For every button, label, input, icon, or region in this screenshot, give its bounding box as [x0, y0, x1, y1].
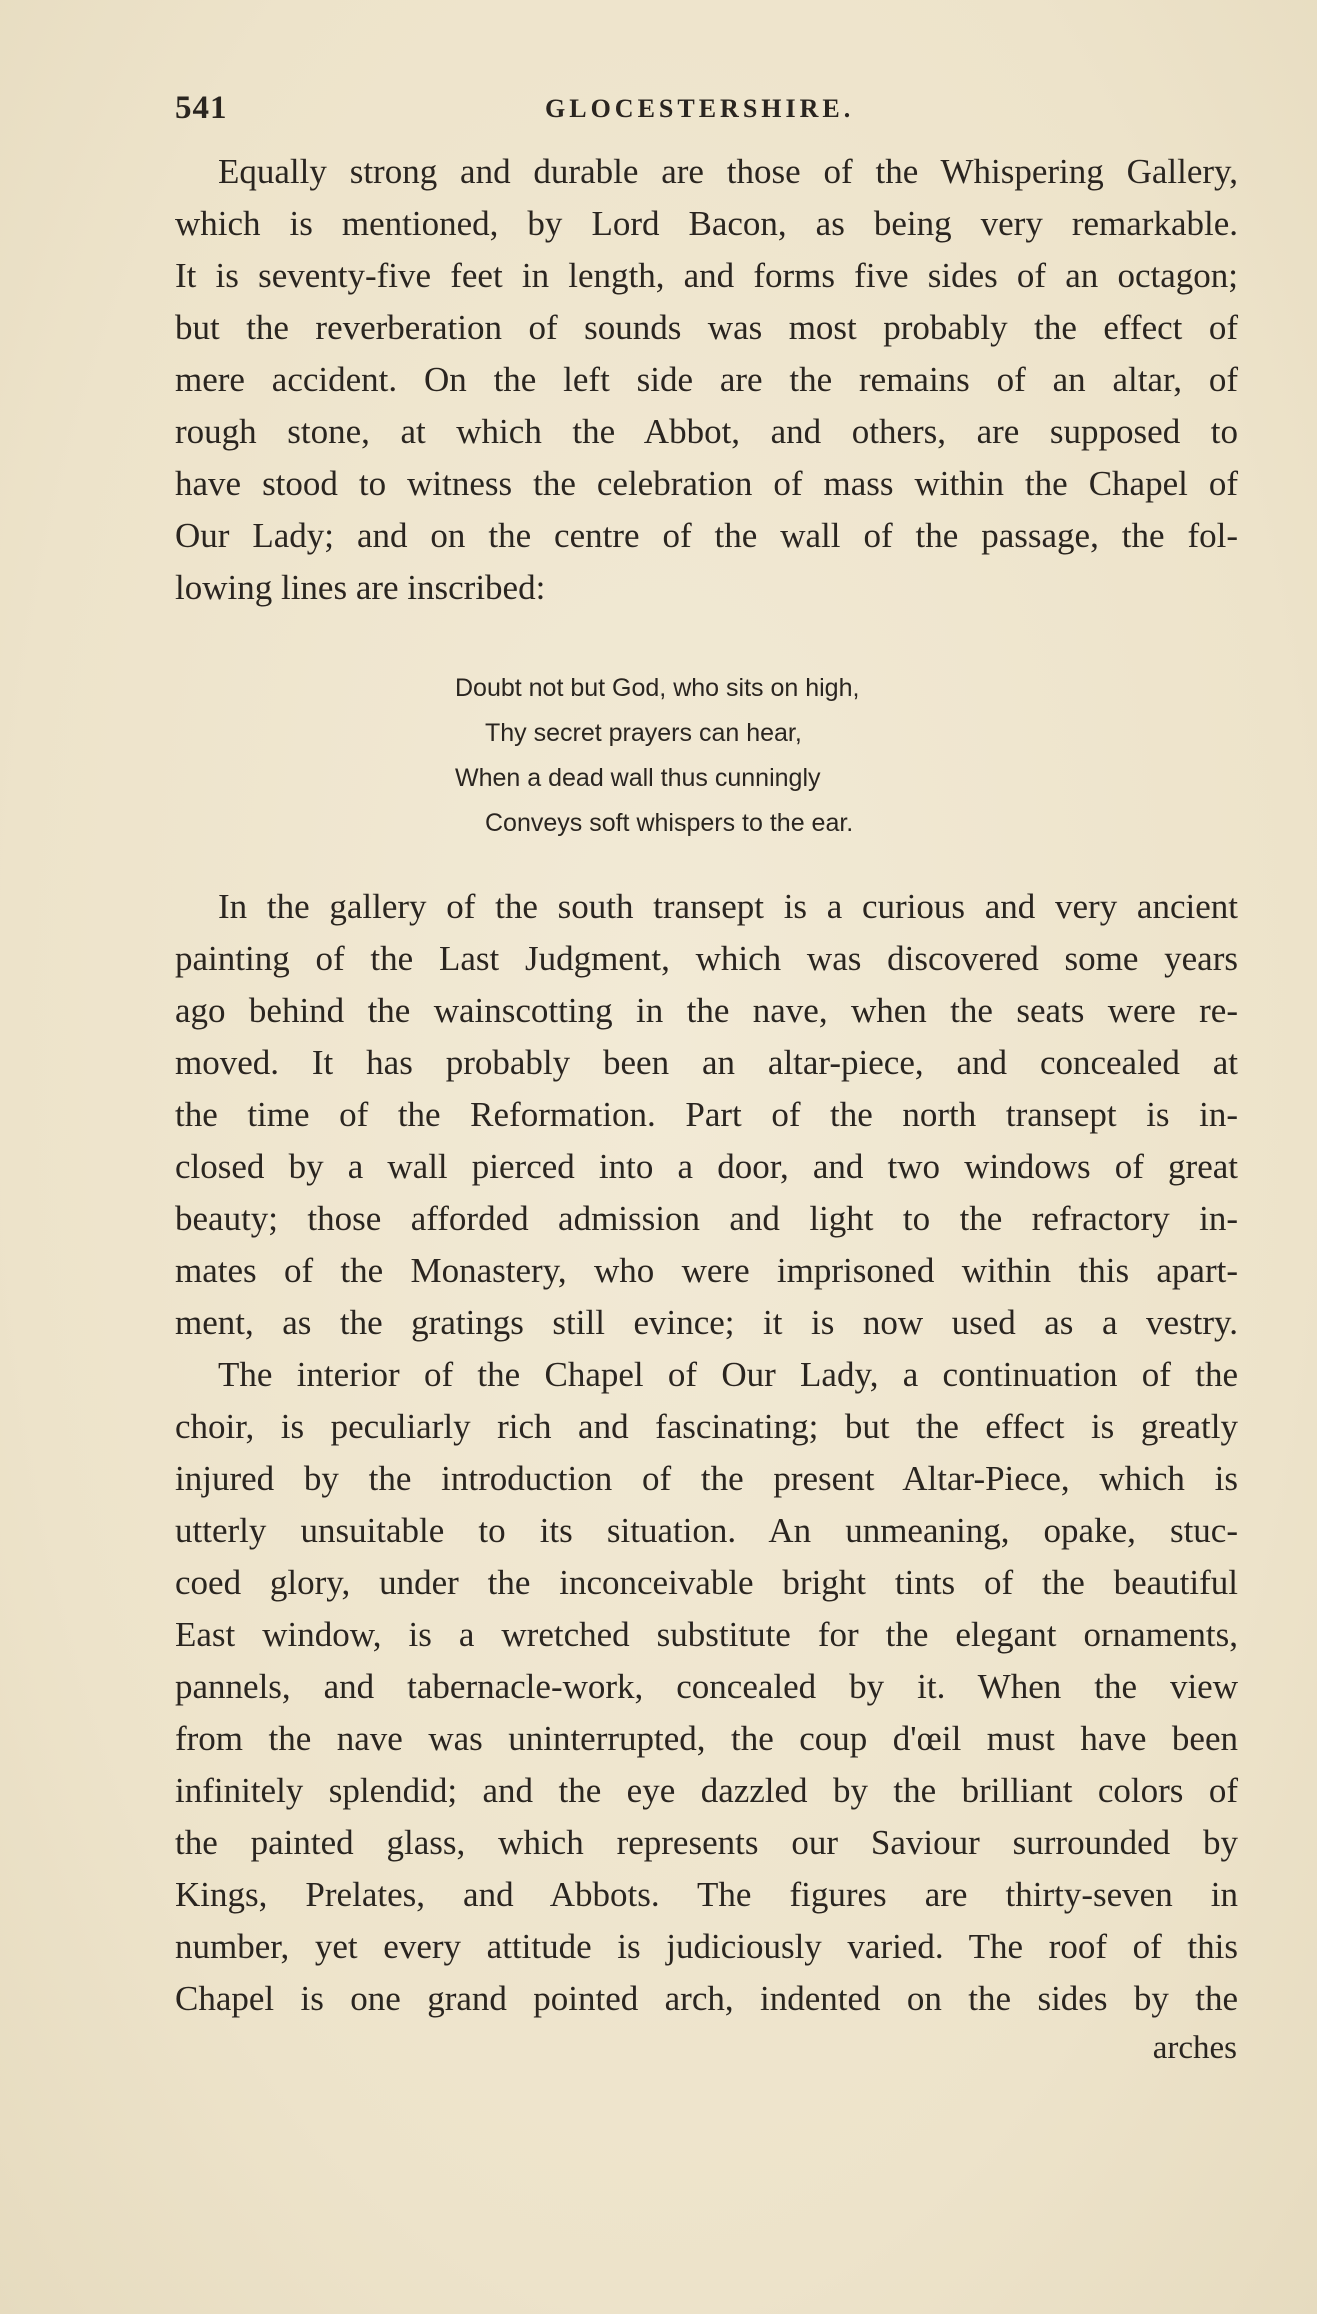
poem-line: Conveys soft whispers to the ear.: [485, 809, 854, 837]
text-line: ago behind the wainscotting in the nave, when the seats were re-: [175, 991, 1238, 1030]
text-line: injured by the introduction of the present Altar-Piece, which is: [175, 1459, 1238, 1498]
text-line: Chapel is one grand pointed arch, indented on the sides by the: [175, 1979, 1238, 2018]
poem-line: When a dead wall thus cunningly: [455, 764, 821, 792]
text-line: Kings, Prelates, and Abbots. The figures are thirty-seven in: [175, 1875, 1238, 1914]
text-line: infinitely splendid; and the eye dazzled by the brilliant colors of: [175, 1771, 1238, 1810]
text-line: Equally strong and durable are those of the Whispering Gallery,: [218, 152, 1238, 191]
text-line: but the reverberation of sounds was most probably the effect of: [175, 308, 1238, 347]
page-number: 541: [175, 90, 228, 126]
text-line: In the gallery of the south transept is a curious and very ancient: [218, 887, 1238, 926]
text-line: rough stone, at which the Abbot, and others, are supposed to: [175, 412, 1238, 451]
text-line: East window, is a wretched substitute for the elegant ornaments,: [175, 1615, 1238, 1654]
text-line: mere accident. On the left side are the remains of an altar, of: [175, 360, 1238, 399]
text-line: mates of the Monastery, who were imprisoned within this apart-: [175, 1251, 1238, 1290]
text-line: ment, as the gratings still evince; it is now used as a vestry.: [175, 1303, 1238, 1342]
text-line: lowing lines are inscribed:: [175, 568, 546, 607]
text-line: have stood to witness the celebration of mass within the Chapel of: [175, 464, 1238, 503]
text-line: closed by a wall pierced into a door, and two windows of great: [175, 1147, 1238, 1186]
running-title: GLOCESTERSHIRE.: [545, 94, 855, 123]
text-line: utterly unsuitable to its situation. An unmeaning, opake, stuc-: [175, 1511, 1238, 1550]
text-line: beauty; those afforded admission and light to the refractory in-: [175, 1199, 1238, 1238]
text-line: painting of the Last Judgment, which was discovered some years: [175, 939, 1238, 978]
text-line: The interior of the Chapel of Our Lady, a continuation of the: [218, 1355, 1238, 1394]
text-line: moved. It has probably been an altar-piece, and concealed at: [175, 1043, 1238, 1082]
poem-line: Doubt not but God, who sits on high,: [455, 674, 860, 702]
text-line: the time of the Reformation. Part of the north transept is in-: [175, 1095, 1238, 1134]
catchword: arches: [1152, 2030, 1237, 2066]
text-line: number, yet every attitude is judiciously varied. The roof of this: [175, 1927, 1238, 1966]
text-line: coed glory, under the inconceivable bright tints of the beautiful: [175, 1563, 1238, 1602]
poem-line: Thy secret prayers can hear,: [485, 719, 802, 747]
text-line: from the nave was uninterrupted, the coup d'œil must have been: [175, 1719, 1238, 1758]
text-line: the painted glass, which represents our Saviour surrounded by: [175, 1823, 1238, 1862]
text-line: It is seventy-five feet in length, and forms five sides of an octagon;: [175, 256, 1238, 295]
text-line: pannels, and tabernacle-work, concealed by it. When the view: [175, 1667, 1238, 1706]
page-header: [175, 90, 1255, 130]
text-line: Our Lady; and on the centre of the wall of the passage, the fol-: [175, 516, 1238, 555]
text-line: which is mentioned, by Lord Bacon, as being very remarkable.: [175, 204, 1238, 243]
text-line: choir, is peculiarly rich and fascinating; but the effect is greatly: [175, 1407, 1238, 1446]
